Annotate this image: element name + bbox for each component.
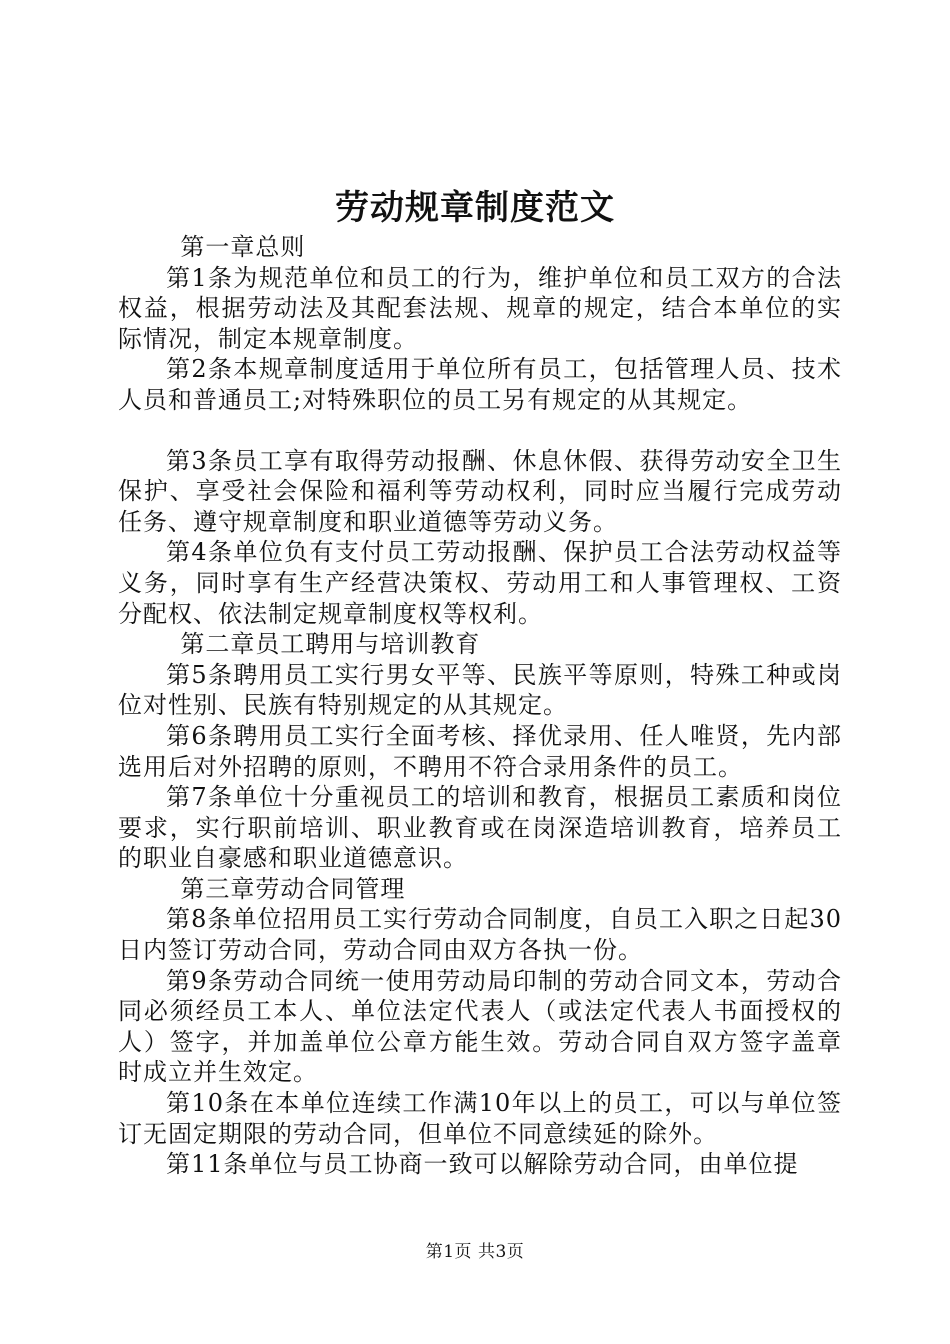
paragraph-gap (118, 416, 842, 446)
document-title: 劳动规章制度范文 (335, 188, 615, 228)
article-paragraph: 第8条单位招用员工实行劳动合同制度，自员工入职之日起30日内签订劳动合同，劳动合同由双方各执一份。 (118, 905, 842, 965)
article-paragraph: 第7条单位十分重视员工的培训和教育，根据员工素质和岗位要求，实行职前培训、职业教育或在岗深造培训教育，培养员工的职业自豪感和职业道德意识。 (118, 783, 842, 873)
article-paragraph: 第11条单位与员工协商一致可以解除劳动合同，由单位提 (166, 1150, 799, 1179)
article-paragraph: 第10条在本单位连续工作满10年以上的员工，可以与单位签订无固定期限的劳动合同，但单位不同意续延的除外。 (118, 1089, 842, 1148)
article-paragraph: 第5条聘用员工实行男女平等、民族平等原则，特殊工种或岗位对性别、民族有特别规定的从其规定。 (118, 660, 842, 720)
article-paragraph: 第4条单位负有支付员工劳动报酬、保护员工合法劳动权益等义务，同时享有生产经营决策权、劳动用工和人事管理权、工资分配权、依法制定规章制度权等权利。 (118, 538, 842, 628)
chapter-heading: 第一章总则 (180, 233, 306, 261)
article-paragraph: 第1条为规范单位和员工的行为，维护单位和员工双方的合法权益，根据劳动法及其配套法规、规章的规定，结合本单位的实际情况，制定本规章制度。 (118, 263, 842, 353)
article-paragraph: 第6条聘用员工实行全面考核、择优录用、任人唯贤，先内部选用后对外招聘的原则，不聘用不符合录用条件的员工。 (118, 721, 842, 781)
chapter-heading: 第三章劳动合同管理 (180, 874, 406, 903)
document-body (118, 232, 842, 1180)
article-paragraph: 第3条员工享有取得劳动报酬、休息休假、获得劳动安全卫生保护、享受社会保险和福利等劳动权利，同时应当履行完成劳动任务、遵守规章制度和职业道德等劳动义务。 (118, 446, 842, 536)
article-paragraph: 第9条劳动合同统一使用劳动局印制的劳动合同文本，劳动合同必须经员工本人、单位法定代表人（或法定代表人书面授权的人）签字，并加盖单位公章方能生效。劳动合同自双方签字盖章时成立并生效定。 (118, 966, 842, 1087)
chapter-heading: 第二章员工聘用与培训教育 (180, 630, 481, 659)
page-footer: 第1页 共3页 (425, 1242, 525, 1262)
article-paragraph: 第2条本规章制度适用于单位所有员工，包括管理人员、技术人员和普通员工;对特殊职位的员工另有规定的从其规定。 (118, 355, 842, 414)
